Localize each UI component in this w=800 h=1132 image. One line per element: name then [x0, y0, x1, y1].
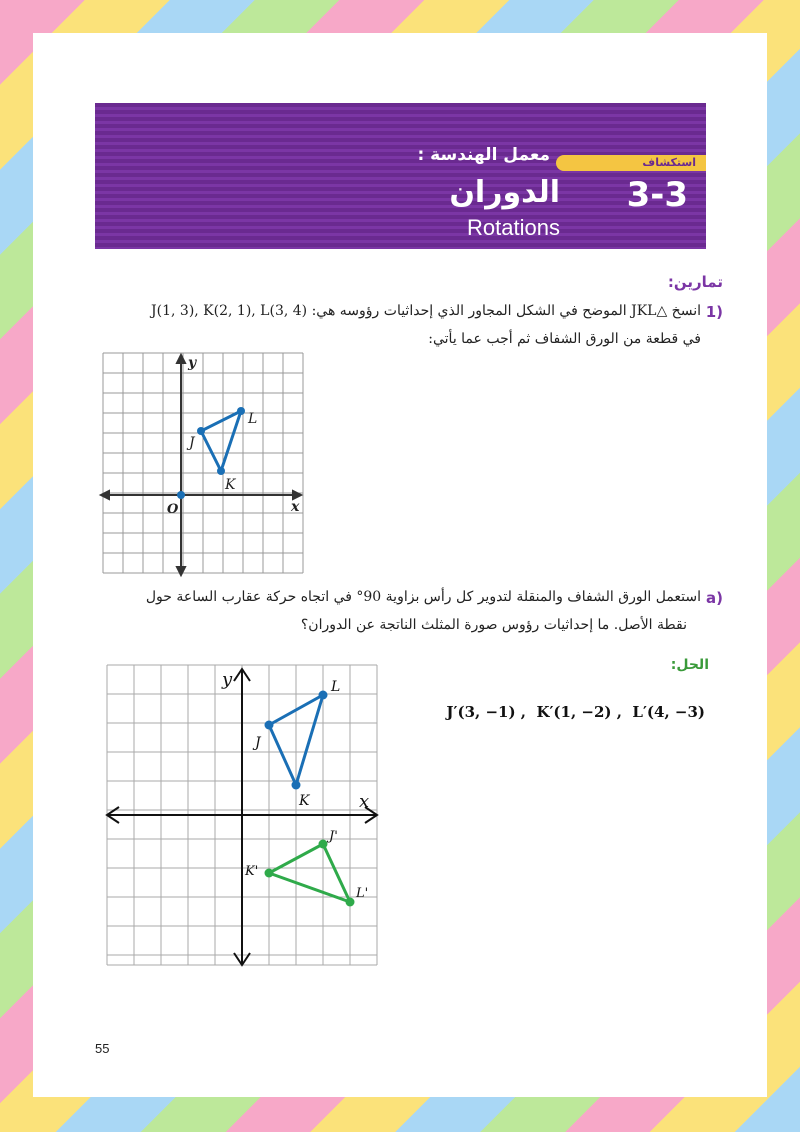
question-line-1: انسخ △JKL الموضح في الشكل المجاور الذي إحداثيات رؤوسه هي: J(1, 3), K(2, 1), L(3, 4) — [151, 303, 701, 319]
point-j-prime — [319, 840, 328, 849]
point-j-2 — [265, 721, 274, 730]
label-k-2: K — [299, 793, 310, 809]
origin-point — [177, 491, 185, 499]
part-a-line-2: نقطة الأصل. ما إحداثيات رؤوس صورة المثلث الناتجة عن الدوران؟ — [300, 617, 687, 633]
point-l-2 — [319, 691, 328, 700]
point-l — [237, 407, 245, 415]
lab-title: معمل الهندسة : — [417, 145, 550, 165]
part-a-line-1: استعمل الورق الشفاف والمنقلة لتدوير كل رأس بزاوية 90° في اتجاه حركة عقارب الساعة حول — [145, 589, 701, 605]
solution-label: الحل: — [670, 657, 709, 673]
lesson-title-english: Rotations — [467, 215, 560, 240]
page — [33, 33, 767, 1097]
label-l-2: L — [331, 679, 341, 695]
y-axis-label-1: y — [188, 355, 197, 371]
origin-label: O — [167, 502, 179, 517]
label-j-prime: J' — [329, 829, 338, 844]
axes-1 — [101, 355, 301, 575]
point-l-prime — [346, 898, 355, 907]
figure-original-triangle — [101, 353, 305, 575]
point-k-prime — [265, 869, 274, 878]
label-j-1: J — [189, 435, 195, 451]
grid-1 — [103, 353, 303, 573]
triangle-jkl-rotated — [269, 844, 350, 902]
lesson-banner — [95, 103, 706, 249]
page-number: 55 — [95, 1041, 110, 1056]
point-j — [197, 427, 205, 435]
triangle-jkl — [201, 411, 241, 471]
label-l-1: L — [248, 411, 258, 427]
x-axis-label-1: x — [291, 499, 300, 515]
axes-2 — [107, 669, 377, 965]
point-k-2 — [292, 781, 301, 790]
y-axis-label-2: y — [222, 669, 233, 690]
x-axis-label-2: x — [359, 791, 370, 812]
explore-label: استكشاف — [642, 156, 696, 169]
label-k-1: K — [225, 477, 236, 493]
point-k — [217, 467, 225, 475]
solution-answer: J′(3, −1) , K′(1, −2) , L′(4, −3) — [446, 703, 705, 721]
part-letter: a) — [706, 589, 723, 607]
question-line-2: في قطعة من الورق الشفاف ثم أجب عما يأتي: — [428, 331, 701, 347]
question-number: 1) — [705, 303, 723, 321]
label-k-prime: K' — [245, 864, 259, 879]
figure-rotation-solution — [105, 665, 381, 965]
lesson-title-arabic: الدوران — [449, 175, 560, 210]
lesson-number: 3-3 — [626, 175, 688, 215]
label-l-prime: L' — [356, 886, 369, 901]
label-j-2: J — [255, 735, 261, 751]
exercises-heading: تمارين: — [667, 273, 723, 291]
